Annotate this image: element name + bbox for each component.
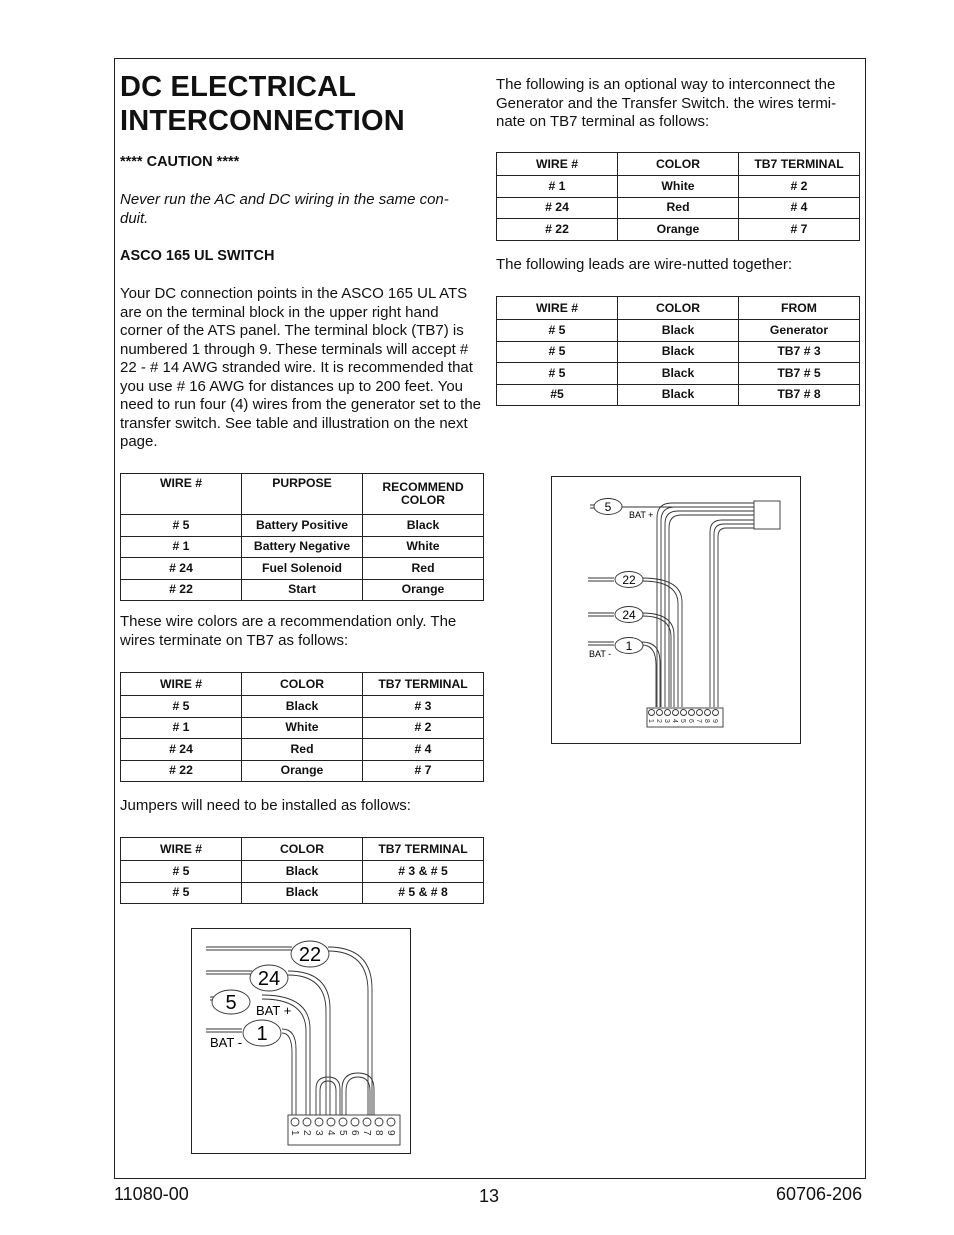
wire-label-1: 1 xyxy=(256,1023,268,1045)
cell: Orange xyxy=(618,219,739,241)
cell: # 3 xyxy=(363,696,484,718)
cell: # 4 xyxy=(739,197,860,219)
terminal-number: 9 xyxy=(385,1130,396,1136)
cell: Red xyxy=(363,558,484,580)
caution-text: Never run the AC and DC wiring in the same con-duit. xyxy=(120,191,449,227)
header-cell: COLOR xyxy=(242,838,363,861)
terminal-numbers xyxy=(647,719,718,723)
table-row xyxy=(121,760,484,782)
table-jumpers xyxy=(120,837,484,904)
cell: TB7 # 5 xyxy=(739,363,860,385)
terminal-number: 5 xyxy=(337,1130,348,1136)
table-row xyxy=(497,320,860,342)
bat-plus-label: BAT + xyxy=(256,1003,292,1018)
intro-paragraph: Your DC connection points in the ASCO 165 UL ATS are on the terminal block in the upper right hand corner of the ATS panel. The terminal block (TB7) is numbered 1 through 9. These terminals will accept # 22 - # 14 AWG stranded wire. It is recommended that you use # 16 AWG for distances up to 200 feet. You need to run four (4) wires from the generator set to the transfer switch. See table and illustration on the next page. xyxy=(120,285,482,450)
terminal-number: 6 xyxy=(349,1130,360,1136)
table-tb7-terminals xyxy=(120,672,484,782)
cell: White xyxy=(363,536,484,558)
wire-label-24: 24 xyxy=(622,608,636,622)
cell: Battery Positive xyxy=(242,515,363,537)
cell: Black xyxy=(242,861,363,883)
terminal-number: 8 xyxy=(703,719,710,723)
cell: # 5 xyxy=(497,363,618,385)
cell: Black xyxy=(618,384,739,406)
table-row xyxy=(121,696,484,718)
cell: Black xyxy=(618,363,739,385)
header-cell: TB7 TERMINAL xyxy=(363,673,484,696)
header-cell: WIRE # xyxy=(497,297,618,320)
header-cell: PURPOSE xyxy=(242,474,363,515)
page-title: DC ELECTRICAL INTERCONNECTION xyxy=(120,71,405,137)
terminal-number: 7 xyxy=(695,719,702,723)
cell: # 4 xyxy=(363,739,484,761)
header-cell: COLOR xyxy=(242,673,363,696)
cell: # 24 xyxy=(121,739,242,761)
table-wire-purpose xyxy=(120,473,484,601)
cell: White xyxy=(618,176,739,198)
cell: Black xyxy=(363,515,484,537)
wire-label-24: 24 xyxy=(257,968,281,990)
wiring-diagram-svg xyxy=(192,929,409,1152)
cell: # 5 xyxy=(121,515,242,537)
table-row xyxy=(497,384,860,406)
terminal-numbers xyxy=(289,1130,396,1136)
cell: White xyxy=(242,717,363,739)
terminal-number: 2 xyxy=(655,719,662,723)
table-row xyxy=(121,717,484,739)
wire-label-22: 22 xyxy=(298,944,322,966)
wiring-diagram-optional xyxy=(551,476,801,744)
table-wire-nutted xyxy=(496,296,860,406)
cell: # 1 xyxy=(121,717,242,739)
terminal-number: 4 xyxy=(325,1130,336,1136)
header-cell: COLOR xyxy=(618,153,739,176)
cell: # 7 xyxy=(363,760,484,782)
cell: # 24 xyxy=(497,197,618,219)
cell: Battery Negative xyxy=(242,536,363,558)
cell: # 2 xyxy=(739,176,860,198)
header-cell: TB7 TERMINAL xyxy=(363,838,484,861)
cell: Black xyxy=(618,341,739,363)
header-cell: WIRE # xyxy=(121,673,242,696)
colors-note: These wire colors are a recommendation only. The wires terminate on TB7 as follows: xyxy=(120,613,457,649)
table-optional-tb7 xyxy=(496,152,860,241)
wire-nut-connector xyxy=(754,501,780,529)
cell: # 3 & # 5 xyxy=(363,861,484,883)
terminal-number: 1 xyxy=(647,719,654,723)
cell: # 5 xyxy=(497,341,618,363)
bat-minus-label: BAT - xyxy=(589,649,612,659)
cell: # 24 xyxy=(121,558,242,580)
cell: Red xyxy=(242,739,363,761)
cell: Start xyxy=(242,579,363,601)
terminal-number: 1 xyxy=(289,1130,300,1136)
table-row xyxy=(497,176,860,198)
terminal-number: 5 xyxy=(679,719,686,723)
cell: # 7 xyxy=(739,219,860,241)
cell: # 1 xyxy=(121,536,242,558)
cell: Fuel Solenoid xyxy=(242,558,363,580)
table-row xyxy=(121,515,484,537)
cell: # 5 xyxy=(121,696,242,718)
wire-label-1: 1 xyxy=(625,639,633,653)
cell: # 22 xyxy=(497,219,618,241)
cell: Red xyxy=(618,197,739,219)
cell: Black xyxy=(242,696,363,718)
caution-heading: **** CAUTION **** xyxy=(120,154,240,170)
terminal-number: 4 xyxy=(671,719,678,723)
jumpers-note: Jumpers will need to be installed as follows: xyxy=(120,797,411,814)
cell: # 5 xyxy=(497,320,618,342)
header-cell: WIRE # xyxy=(121,474,242,515)
wire-label-5: 5 xyxy=(225,992,237,1014)
cell: Black xyxy=(242,882,363,904)
bat-plus-label: BAT + xyxy=(629,510,654,520)
header-cell: RECOMMEND COLOR xyxy=(363,474,484,515)
section-title: ASCO 165 UL SWITCH xyxy=(120,248,275,264)
optional-note: The following is an optional way to interconnect the Generator and the Transfer Switch. the wires termi-nate on TB7 terminal as follows: xyxy=(496,76,837,130)
header-cell: FROM xyxy=(739,297,860,320)
cell: Orange xyxy=(242,760,363,782)
terminal-number: 2 xyxy=(301,1130,312,1136)
cell: # 2 xyxy=(363,717,484,739)
cell: # 5 xyxy=(121,882,242,904)
cell: # 1 xyxy=(497,176,618,198)
wire-label-5: 5 xyxy=(604,500,612,514)
header-cell: TB7 TERMINAL xyxy=(739,153,860,176)
terminal-number: 7 xyxy=(361,1130,372,1136)
cell: Generator xyxy=(739,320,860,342)
footer-right-code: 60706-206 xyxy=(776,1184,863,1204)
terminal-number: 6 xyxy=(687,719,694,723)
header-cell: WIRE # xyxy=(497,153,618,176)
table-row xyxy=(497,219,860,241)
cell: Orange xyxy=(363,579,484,601)
cell: # 5 xyxy=(121,861,242,883)
table-row xyxy=(497,363,860,385)
page-number: 13 xyxy=(479,1186,500,1206)
table-row xyxy=(121,739,484,761)
cell: # 22 xyxy=(121,579,242,601)
cell: TB7 # 8 xyxy=(739,384,860,406)
cell: # 5 & # 8 xyxy=(363,882,484,904)
table-row xyxy=(121,861,484,883)
cell: Black xyxy=(618,320,739,342)
table-row xyxy=(121,579,484,601)
terminal-number: 8 xyxy=(373,1130,384,1136)
wirenut-note: The following leads are wire-nutted together: xyxy=(496,256,793,273)
header-cell: COLOR xyxy=(618,297,739,320)
terminal-number: 9 xyxy=(711,719,718,723)
wiring-diagram-svg xyxy=(552,477,799,742)
wire-label-22: 22 xyxy=(622,573,636,587)
cell: #5 xyxy=(497,384,618,406)
header-cell: WIRE # xyxy=(121,838,242,861)
cell: TB7 # 3 xyxy=(739,341,860,363)
cell: # 22 xyxy=(121,760,242,782)
terminal-number: 3 xyxy=(313,1130,324,1136)
table-row xyxy=(497,341,860,363)
wiring-diagram-standard xyxy=(191,928,411,1154)
table-row xyxy=(121,882,484,904)
bat-minus-label: BAT - xyxy=(210,1035,243,1050)
table-row xyxy=(497,197,860,219)
footer-left-code: 11080-00 xyxy=(114,1184,189,1204)
table-row xyxy=(121,536,484,558)
table-row xyxy=(121,558,484,580)
terminal-number: 3 xyxy=(663,719,670,723)
